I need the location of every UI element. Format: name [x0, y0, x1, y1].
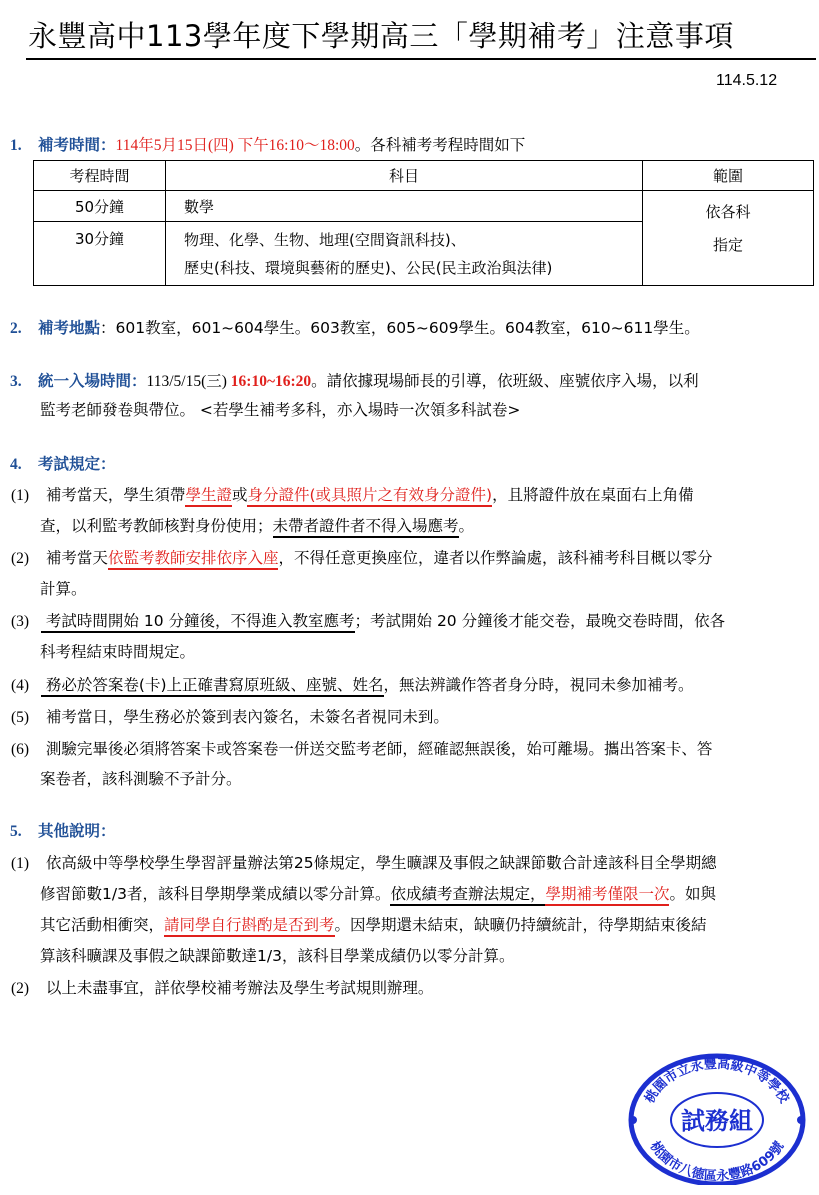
section-5-line: 5. 其他說明：	[10, 822, 116, 840]
section-2-text: ：601教室，601~604學生。603教室，605~609學生。604教室，610~611學生。	[100, 319, 700, 337]
range-cell: 依各科 指定	[643, 191, 814, 286]
entry-time: 16:10~16:20	[230, 373, 312, 390]
note-2: (2) 以上未盡事宜，詳依學校補考辦法及學生考試規則辦理。	[11, 979, 434, 997]
seal-top-text: 桃園市立永豐高級中等學校	[642, 1056, 792, 1106]
seating-highlight: 依監考教師安排依序入座	[108, 549, 279, 570]
section-5-heading: 其他說明	[38, 822, 101, 840]
row-1-time: 50分鐘	[34, 191, 166, 222]
decide-attendance-highlight: 請同學自行斟酌是否到考	[164, 916, 335, 937]
answer-sheet-warning: 務必於答案卷(卡)上正確書寫原班級、座號、姓名	[41, 676, 384, 697]
section-1-heading: 補考時間	[38, 136, 101, 154]
rule-5: (5) 補考當日，學生務必於簽到表內簽名，未簽名者視同未到。	[11, 708, 449, 726]
rule-4: (4) 務必於答案卷(卡)上正確書寫原班級、座號、姓名，無法辨識作答者身分時，視同未參加補考。	[11, 673, 694, 695]
table-header-row	[34, 161, 814, 191]
row-2-subjects: 物理、化學、生物、地理(空間資訊科技)、 歷史(科技、環境與藝術的歷史)、公民(民主政治與法律)	[166, 222, 643, 286]
rule-6: (6) 測驗完畢後必須將答案卡或答案卷一併送交監考老師，經確認無誤後，始可離場。攜出答案卡、答	[11, 740, 713, 758]
seal-center-text: 試務組	[681, 1106, 753, 1135]
section-2-heading: 補考地點	[38, 319, 101, 337]
rule-6-continued: 案卷者，該科測驗不予計分。	[40, 770, 242, 788]
rule-2-continued: 計算。	[40, 580, 87, 598]
schedule-table	[33, 160, 814, 286]
section-4-number: 4.	[10, 456, 22, 473]
rule-2: (2) 補考當天依監考教師安排依序入座，不得任意更換座位，違者以作弊論處，該科補考科目概以零分	[11, 546, 712, 568]
row-2-time: 30分鐘	[34, 222, 166, 286]
exam-time: 114年5月15日(四) 下午16:10～18:00	[115, 137, 355, 154]
header-subject: 科目	[166, 161, 643, 191]
rule-3-continued: 科考程結束時間規定。	[40, 643, 196, 661]
note-1-line-4: 算該科曠課及事假之缺課節數達1/3，該科目學業成績仍以零分計算。	[40, 947, 515, 965]
note-1-line-2: 修習節數1/3者，該科目學期學業成績以零分計算。依成績考查辦法規定，學期補考僅限一次。如與	[40, 882, 716, 904]
section-3-line: 3. 統一入場時間：113/5/15(三) 16:10~16:20。請依據現場師長的引導，依班級、座號依序入場，以利	[10, 372, 699, 390]
page-title: 永豐高中113學年度下學期高三「學期補考」注意事項	[28, 19, 734, 53]
section-4-heading: 考試規定	[38, 455, 101, 473]
no-id-warning: 未帶者證件者不得入場應考	[273, 517, 459, 538]
student-id-highlight: 學生證	[185, 486, 232, 507]
header-time: 考程時間	[34, 161, 166, 191]
note-1-line-3: 其它活動相衝突，請同學自行斟酌是否到考。因學期還未結束，缺曠仍持續統計，待學期結束後結	[40, 913, 707, 935]
title-underline	[26, 58, 816, 60]
seal-left-dot	[629, 1116, 637, 1124]
section-1-line: 1. 補考時間：114年5月15日(四) 下午16:10～18:00。各科補考考程時間如下	[10, 136, 526, 154]
section-1-number: 1.	[10, 137, 22, 154]
section-2-line	[10, 316, 700, 338]
rule-3: (3) 考試時間開始 10 分鐘後，不得進入教室應考；考試開始 20 分鐘後才能交卷，最晚交卷時間，依各	[11, 609, 725, 631]
section-2-number: 2.	[10, 320, 22, 337]
office-seal	[627, 1050, 807, 1185]
section-4-line: 4. 考試規定：	[10, 455, 116, 473]
note-1: (1) 依高級中等學校學生學習評量辦法第25條規定，學生曠課及事假之缺課節數合計達該科目全學期總	[11, 854, 717, 872]
id-document-highlight: 身分證件(或具照片之有效身分證件)	[247, 486, 492, 507]
issue-date: 114.5.12	[716, 72, 778, 89]
section-1-tail: 。各科補考考程時間如下	[354, 136, 526, 154]
rule-1: (1) 補考當天，學生須帶學生證或身分證件(或具照片之有效身分證件)，且將證件放在桌面右上角備	[11, 483, 694, 505]
section-3-continued: 監考老師發卷與帶位。 <若學生補考多科，亦入場時一次領多科試卷>	[40, 401, 521, 419]
section-3-number: 3.	[10, 373, 22, 390]
late-entry-warning: 考試時間開始 10 分鐘後，不得進入教室應考	[41, 612, 355, 633]
seal-bottom-text: 桃園市八德區永豐路609號	[646, 1139, 788, 1185]
row-1-subjects: 數學	[166, 191, 643, 222]
header-range: 範圍	[643, 161, 814, 191]
seal-right-dot	[797, 1116, 805, 1124]
table-row	[34, 191, 814, 222]
section-5-number: 5.	[10, 823, 22, 840]
retake-once-highlight: 學期補考僅限一次	[545, 885, 669, 906]
section-3-heading: 統一入場時間	[38, 372, 132, 390]
rule-1-continued: 查，以利監考教師核對身份使用；未帶者證件者不得入場應考。	[40, 514, 474, 536]
